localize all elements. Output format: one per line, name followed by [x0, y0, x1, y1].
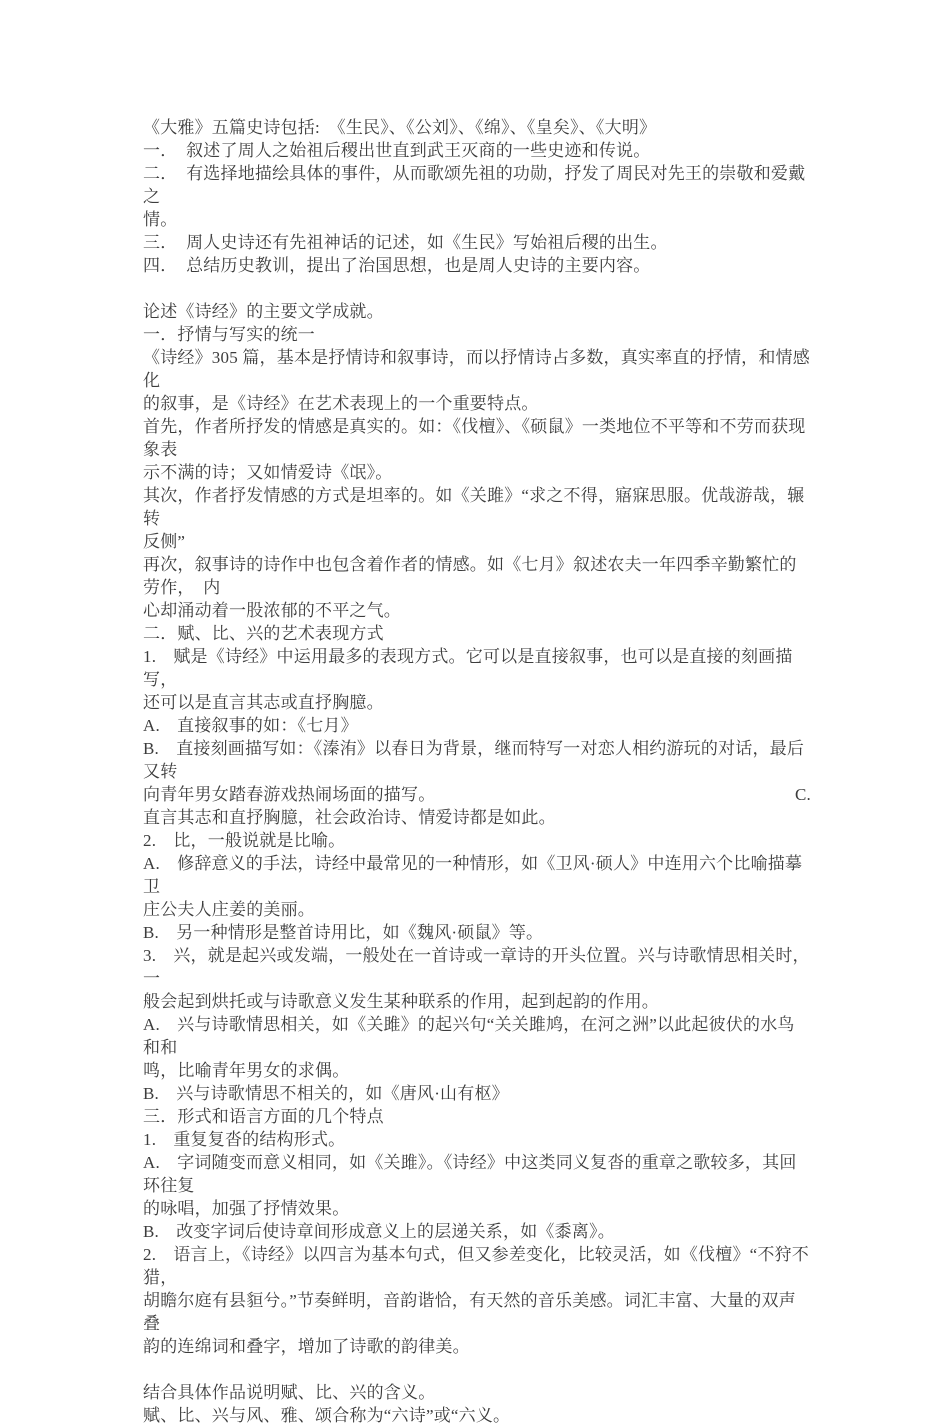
text-line: B. 兴与诗歌情思不相关的，如《唐风·山有枢》: [143, 1084, 509, 1103]
text-line: 3. 兴，就是起兴或发端，一般处在一首诗或一章诗的开头位置。兴与诗歌情思相关时，一: [143, 946, 810, 988]
text-line: 其次，作者抒发情感的方式是坦率的。如《关雎》“求之不得，寤寐思服。优哉游哉，辗转: [143, 486, 805, 528]
text-line: 三． 周人史诗还有先祖神话的记述，如《生民》写始祖后稷的出生。: [143, 233, 668, 252]
document-body: [143, 116, 811, 1427]
text-line: 的咏唱，加强了抒情效果。: [143, 1199, 350, 1218]
text-line: 的叙事，是《诗经》在艺术表现上的一个重要特点。: [143, 394, 539, 413]
text-line: 韵的连绵词和叠字，增加了诗歌的韵律美。: [143, 1337, 470, 1356]
text-line: 还可以是直言其志或直抒胸臆。: [143, 693, 384, 712]
text-line: 庄公夫人庄姜的美丽。: [143, 900, 315, 919]
text-line: 示不满的诗；又如情爱诗《氓》。: [143, 463, 393, 482]
text-line: A. 兴与诗歌情思相关，如《关雎》的起兴句“关关雎鸠，在河之洲”以此起彼伏的水鸟和和: [143, 1015, 795, 1057]
text-line: 再次，叙事诗的诗作中也包含着作者的情感。如《七月》叙述农夫一年四季辛勤繁忙的劳作， 内: [143, 555, 797, 597]
text-line: [143, 783, 811, 806]
text-line: 《大雅》五篇史诗包括: 《生民》、《公刘》、《绵》、《皇矣》、《大明》: [143, 118, 657, 137]
text-line: 1. 重复复沓的结构形式。: [143, 1130, 346, 1149]
text-line-left: 向青年男女踏春游戏热闹场面的描写。: [143, 785, 436, 804]
text-line: 心却涌动着一股浓郁的不平之气。: [143, 601, 401, 620]
text-line: 三．形式和语言方面的几个特点: [143, 1107, 384, 1126]
text-line: 首先，作者所抒发的情感是真实的。如：《伐檀》、《硕鼠》一类地位不平等和不劳而获现象表: [143, 417, 806, 459]
text-line: 论述《诗经》的主要文学成就。: [143, 302, 384, 321]
text-line: 2. 比，一般说就是比喻。: [143, 831, 346, 850]
text-line-right: C.: [795, 785, 811, 804]
text-line: 2. 语言上，《诗经》以四言为基本句式，但又参差变化，比较灵活，如《伐檀》“不狩不猎，: [143, 1245, 809, 1287]
text-line: A. 字词随变而意义相同，如《关雎》。《诗经》中这类同义复沓的重章之歌较多，其回环往复: [143, 1153, 797, 1195]
text-line: 赋、比、兴与风、雅、颂合称为“六诗”或“六义。: [143, 1406, 511, 1425]
text-line: 二． 有选择地描绘具体的事件，从而歌颂先祖的功勋，抒发了周民对先王的崇敬和爱戴之: [143, 164, 806, 206]
text-line: 结合具体作品说明赋、比、兴的含义。: [143, 1383, 436, 1402]
text-line: B. 直接刻画描写如：《溱洧》以春日为背景，继而特写一对恋人相约游玩的对话，最后又转: [143, 739, 805, 781]
text-line: 直言其志和直抒胸臆，社会政治诗、情爱诗都是如此。: [143, 808, 556, 827]
text-line: B. 另一种情形是整首诗用比，如《魏风·硕鼠》等。: [143, 923, 544, 942]
text-line: A. 修辞意义的手法，诗经中最常见的一种情形，如《卫风·硕人》中连用六个比喻描摹卫: [143, 854, 803, 896]
text-line: 鸣，比喻青年男女的求偶。: [143, 1061, 350, 1080]
text-line: 情。: [143, 210, 178, 229]
text-line: A. 直接叙事的如：《七月》: [143, 716, 358, 735]
text-line: 般会起到烘托或与诗歌意义发生某种联系的作用，起到起韵的作用。: [143, 992, 659, 1011]
text-line: 四． 总结历史教训，提出了治国思想，也是周人史诗的主要内容。: [143, 256, 651, 275]
blank-line: [143, 1358, 811, 1381]
text-line: B. 改变字词后使诗章间形成意义上的层递关系，如《黍离》。: [143, 1222, 615, 1241]
blank-line: [143, 277, 811, 300]
text-line: 胡瞻尔庭有县貆兮。”节奏鲜明，音韵谐恰，有天然的音乐美感。词汇丰富、大量的双声叠: [143, 1291, 796, 1333]
text-line: 一．抒情与写实的统一: [143, 325, 315, 344]
text-line: 一． 叙述了周人之始祖后稷出世直到武王灭商的一些史迹和传说。: [143, 141, 651, 160]
text-line: 反侧”: [143, 532, 186, 551]
text-line: 1. 赋是《诗经》中运用最多的表现方式。它可以是直接叙事，也可以是直接的刻画描写，: [143, 647, 793, 689]
text-line: 二．赋、比、兴的艺术表现方式: [143, 624, 384, 643]
text-line: 《诗经》305 篇，基本是抒情诗和叙事诗，而以抒情诗占多数，真实率直的抒情，和情感化: [143, 348, 810, 390]
